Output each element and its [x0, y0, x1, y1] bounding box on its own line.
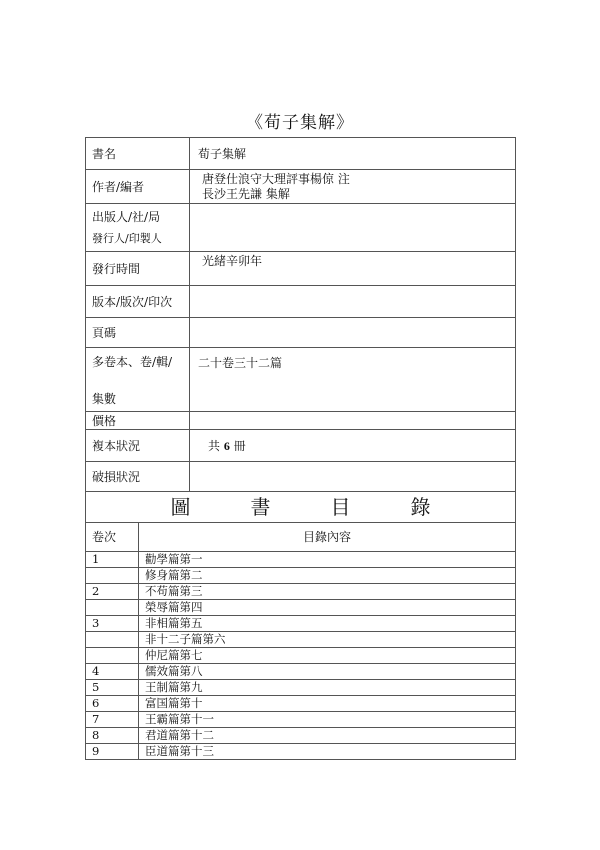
- value-price: [190, 412, 516, 430]
- table-row: [86, 616, 516, 632]
- row-book-name: [86, 138, 516, 170]
- label-damage: 破損狀況: [86, 462, 190, 492]
- label-price: 價格: [86, 412, 190, 430]
- value-copies: [190, 430, 516, 462]
- table-row: [86, 696, 516, 712]
- copies-count: 6: [223, 439, 230, 453]
- catalog-header-row: [86, 523, 516, 552]
- label-edition: 版本/版次/印次: [86, 286, 190, 318]
- label-volumes-line-1: 多卷本、卷/輯/: [92, 354, 173, 369]
- table-row: [86, 568, 516, 584]
- book-info-table: [85, 137, 516, 492]
- vol-cell: 9: [86, 744, 139, 760]
- copies-prefix: 共: [208, 439, 221, 453]
- vol-cell: 4: [86, 664, 139, 680]
- content-cell: 非十二子篇第六: [139, 632, 516, 648]
- vol-cell: [86, 568, 139, 584]
- label-book-name: 書名: [86, 138, 190, 170]
- table-row: [86, 600, 516, 616]
- author-line-1: 唐登仕浪守大理評事楊倞 注: [202, 171, 350, 186]
- row-pages: [86, 318, 516, 348]
- content-cell: 修身篇第二: [139, 568, 516, 584]
- document-title: 《荀子集解》: [246, 113, 354, 133]
- label-copies: 複本狀況: [86, 430, 190, 462]
- catalog-table: [85, 522, 516, 760]
- label-publish-time: 發行時間: [86, 252, 190, 286]
- vol-cell: [86, 648, 139, 664]
- row-volumes: [86, 348, 516, 412]
- col-content-header: 目錄內容: [139, 523, 516, 552]
- vol-cell: 6: [86, 696, 139, 712]
- label-publisher-line-1: 出版人/社/局: [92, 209, 161, 224]
- vol-cell: 3: [86, 616, 139, 632]
- label-pages: 頁碼: [86, 318, 190, 348]
- value-publish-time: 光緒辛卯年: [190, 252, 516, 286]
- vol-cell: [86, 600, 139, 616]
- vol-cell: 1: [86, 552, 139, 568]
- catalog-heading: [85, 488, 516, 522]
- content-cell: 臣道篇第十三: [139, 744, 516, 760]
- table-row: [86, 712, 516, 728]
- label-volumes-line-2: 集數: [92, 391, 117, 406]
- col-volume-header: 卷次: [86, 523, 139, 552]
- content-cell: 榮辱篇第四: [139, 600, 516, 616]
- content-cell: 富国篇第十: [139, 696, 516, 712]
- author-line-2: 長沙王先謙 集解: [202, 186, 290, 201]
- value-book-name: 荀子集解: [190, 138, 516, 170]
- row-damage: [86, 462, 516, 492]
- vol-cell: 2: [86, 584, 139, 600]
- value-author: [190, 170, 516, 204]
- catalog-heading-char: 圖: [170, 494, 191, 519]
- content-cell: 仲尼篇第七: [139, 648, 516, 664]
- vol-cell: 5: [86, 680, 139, 696]
- catalog-heading-char: 書: [250, 494, 271, 519]
- catalog-heading-char: 目: [330, 494, 351, 519]
- table-row: [86, 728, 516, 744]
- row-author: [86, 170, 516, 204]
- table-row: [86, 552, 516, 568]
- row-price: [86, 412, 516, 430]
- value-publisher: [190, 204, 516, 252]
- table-row: [86, 664, 516, 680]
- content-cell: 王霸篇第十一: [139, 712, 516, 728]
- table-row: [86, 584, 516, 600]
- table-row: [86, 680, 516, 696]
- row-edition: [86, 286, 516, 318]
- label-publisher: [86, 204, 190, 252]
- table-row: [86, 744, 516, 760]
- catalog-heading-char: 錄: [410, 494, 431, 519]
- row-publisher: [86, 204, 516, 252]
- vol-cell: [86, 632, 139, 648]
- label-volumes: [86, 348, 190, 412]
- copies-suffix: 冊: [233, 439, 246, 453]
- table-row: [86, 632, 516, 648]
- label-author: 作者/編者: [86, 170, 190, 204]
- label-publisher-line-2: 發行人/印製人: [92, 231, 162, 245]
- value-pages: [190, 318, 516, 348]
- table-row: [86, 648, 516, 664]
- content-cell: 王制篇第九: [139, 680, 516, 696]
- content-cell: 儒效篇第八: [139, 664, 516, 680]
- content-cell: 君道篇第十二: [139, 728, 516, 744]
- vol-cell: 7: [86, 712, 139, 728]
- content-cell: 勸學篇第一: [139, 552, 516, 568]
- row-copies: [86, 430, 516, 462]
- content-cell: 不苟篇第三: [139, 584, 516, 600]
- content-cell: 非相篇第五: [139, 616, 516, 632]
- value-edition: [190, 286, 516, 318]
- row-publish-time: [86, 252, 516, 286]
- value-volumes: 二十卷三十二篇: [190, 348, 516, 412]
- vol-cell: 8: [86, 728, 139, 744]
- value-damage: [190, 462, 516, 492]
